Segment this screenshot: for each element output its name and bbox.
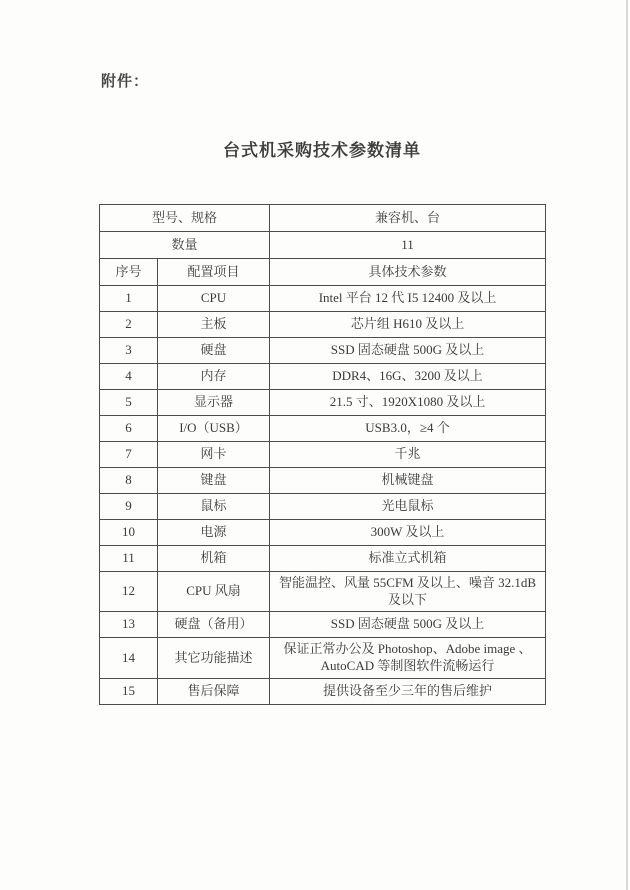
row-number-cell: 5: [100, 390, 158, 416]
spec-table: [99, 204, 546, 705]
row-number-cell: 7: [100, 442, 158, 468]
row-number-cell: 13: [100, 612, 158, 638]
spec-value-cell: 300W 及以上: [270, 520, 546, 546]
config-item-cell: I/O（USB）: [158, 416, 270, 442]
table-row: [100, 338, 546, 364]
table-row: [100, 416, 546, 442]
config-item-cell: 电源: [158, 520, 270, 546]
config-item-cell: CPU 风扇: [158, 572, 270, 612]
table-header-row: [100, 259, 546, 286]
page-title: 台式机采购技术参数清单: [223, 141, 421, 160]
spec-value-cell: 标准立式机箱: [270, 546, 546, 572]
config-item-cell: 内存: [158, 364, 270, 390]
table-row: [100, 286, 546, 312]
meta-label-cell: 型号、规格: [100, 205, 270, 232]
meta-label-cell: 数量: [100, 232, 270, 259]
config-item-cell: 机箱: [158, 546, 270, 572]
config-item-cell: 显示器: [158, 390, 270, 416]
config-item-cell: 售后保障: [158, 678, 270, 704]
table-row: [100, 312, 546, 338]
row-number-cell: 6: [100, 416, 158, 442]
table-row: [100, 468, 546, 494]
spec-value-cell: 机械键盘: [270, 468, 546, 494]
table-row: [100, 520, 546, 546]
spec-value-cell: SSD 固态硬盘 500G 及以上: [270, 338, 546, 364]
row-number-cell: 14: [100, 638, 158, 678]
row-number-cell: 10: [100, 520, 158, 546]
table-row: [100, 364, 546, 390]
table-row-quantity: [100, 232, 546, 259]
table-row: [100, 390, 546, 416]
config-item-cell: 其它功能描述: [158, 638, 270, 678]
attachment-label: 附件：: [101, 74, 150, 90]
row-number-cell: 11: [100, 546, 158, 572]
config-item-cell: 鼠标: [158, 494, 270, 520]
meta-value-cell: 11: [270, 232, 546, 259]
table-row: [100, 442, 546, 468]
header-item-cell: 配置项目: [158, 259, 270, 286]
spec-value-cell: DDR4、16G、3200 及以上: [270, 364, 546, 390]
row-number-cell: 2: [100, 312, 158, 338]
spec-value-cell: 提供设备至少三年的售后维护: [270, 678, 546, 704]
table-row: [100, 494, 546, 520]
spec-value-cell: 光电鼠标: [270, 494, 546, 520]
spec-value-cell: 芯片组 H610 及以上: [270, 312, 546, 338]
row-number-cell: 12: [100, 572, 158, 612]
config-item-cell: 硬盘（备用）: [158, 612, 270, 638]
spec-value-cell: 千兆: [270, 442, 546, 468]
table-row-model: [100, 205, 546, 232]
header-no-cell: 序号: [100, 259, 158, 286]
row-number-cell: 9: [100, 494, 158, 520]
spec-table-body: [100, 205, 546, 705]
table-row: [100, 612, 546, 638]
meta-value-cell: 兼容机、台: [270, 205, 546, 232]
row-number-cell: 8: [100, 468, 158, 494]
table-row: [100, 678, 546, 704]
row-number-cell: 4: [100, 364, 158, 390]
row-number-cell: 15: [100, 678, 158, 704]
table-row: [100, 638, 546, 678]
config-item-cell: CPU: [158, 286, 270, 312]
table-row: [100, 572, 546, 612]
spec-value-cell: 21.5 寸、1920X1080 及以上: [270, 390, 546, 416]
config-item-cell: 网卡: [158, 442, 270, 468]
config-item-cell: 主板: [158, 312, 270, 338]
config-item-cell: 硬盘: [158, 338, 270, 364]
scan-page-edge: [626, 0, 628, 890]
spec-value-cell: 保证正常办公及 Photoshop、Adobe image 、AutoCAD 等制图软件流畅运行: [270, 638, 546, 678]
spec-value-cell: 智能温控、风量 55CFM 及以上、噪音 32.1dB 及以下: [270, 572, 546, 612]
config-item-cell: 键盘: [158, 468, 270, 494]
spec-value-cell: SSD 固态硬盘 500G 及以上: [270, 612, 546, 638]
spec-value-cell: USB3.0，≥4 个: [270, 416, 546, 442]
header-spec-cell: 具体技术参数: [270, 259, 546, 286]
row-number-cell: 3: [100, 338, 158, 364]
row-number-cell: 1: [100, 286, 158, 312]
spec-value-cell: Intel 平台 12 代 I5 12400 及以上: [270, 286, 546, 312]
table-row: [100, 546, 546, 572]
